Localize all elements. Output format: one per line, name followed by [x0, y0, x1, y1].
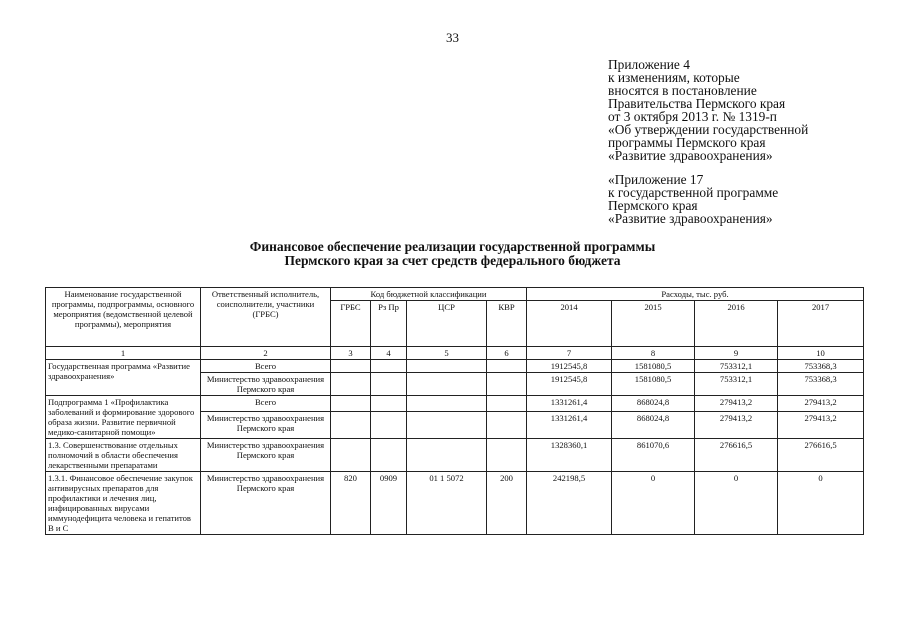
table-row — [46, 472, 864, 535]
header-budget-code: Код бюджетной классификации — [331, 288, 527, 301]
row-2014: 1328360,1 — [527, 439, 612, 472]
row-name: Подпрограмма 1 «Профилактика заболеваний и формирование здорового образа жизни. Развитие первичной медико-санитарной помощи» — [46, 396, 201, 439]
row-csr — [407, 439, 487, 472]
row-rzpr — [371, 439, 407, 472]
row-csr — [407, 360, 487, 373]
col-number: 3 — [331, 347, 371, 360]
row-2017: 0 — [778, 472, 864, 535]
financing-table — [45, 287, 864, 535]
row-2014: 1912545,8 — [527, 360, 612, 373]
header-2016: 2016 — [695, 301, 778, 347]
col-number: 7 — [527, 347, 612, 360]
appendix-line: к изменениям, которые — [608, 70, 740, 85]
appendix-line: вносятся в постановление — [608, 83, 757, 98]
row-2015: 861070,6 — [612, 439, 695, 472]
row-executor: Всего — [201, 360, 331, 373]
appendix-line: Приложение 4 — [608, 57, 690, 72]
row-2014: 1331261,4 — [527, 411, 612, 438]
title-line-1: Финансовое обеспечение реализации государственной программы — [249, 239, 656, 254]
row-2017: 279413,2 — [778, 411, 864, 438]
row-2016: 753312,1 — [695, 373, 778, 396]
row-2017: 753368,3 — [778, 360, 864, 373]
table-row — [46, 396, 864, 412]
row-2015: 868024,8 — [612, 411, 695, 438]
header-expenses: Расходы, тыс. руб. — [527, 288, 864, 301]
row-2016: 0 — [695, 472, 778, 535]
row-grbs: 820 — [331, 472, 371, 535]
row-csr — [407, 411, 487, 438]
document-title — [0, 240, 905, 268]
row-2015: 0 — [612, 472, 695, 535]
row-csr: 01 1 5072 — [407, 472, 487, 535]
row-2015: 1581080,5 — [612, 360, 695, 373]
header-2017: 2017 — [778, 301, 864, 347]
row-rzpr — [371, 396, 407, 412]
header-executor: Ответственный исполнитель, соисполнители, участники (ГРБС) — [201, 288, 331, 347]
row-2017: 753368,3 — [778, 373, 864, 396]
row-2016: 753312,1 — [695, 360, 778, 373]
row-executor: Всего — [201, 396, 331, 412]
appendix-line: «Приложение 17 — [608, 172, 704, 187]
header-csr: ЦСР — [407, 301, 487, 347]
page-number: 33 — [446, 30, 459, 45]
col-number: 5 — [407, 347, 487, 360]
row-csr — [407, 396, 487, 412]
col-number: 1 — [46, 347, 201, 360]
col-number: 4 — [371, 347, 407, 360]
col-number: 6 — [487, 347, 527, 360]
appendix-note — [608, 58, 808, 225]
row-grbs — [331, 439, 371, 472]
appendix-line: «Об утверждении государственной — [608, 122, 809, 137]
row-executor: Министерство здравоохранения Пермского края — [201, 411, 331, 438]
appendix-line: «Развитие здравоохранения» — [608, 211, 773, 226]
header-name: Наименование государственной программы, подпрограммы, основного мероприятия (ведомственной целевой программы), мероприятия — [46, 288, 201, 347]
row-executor: Министерство здравоохранения Пермского края — [201, 373, 331, 396]
row-2016: 276616,5 — [695, 439, 778, 472]
appendix-line: Правительства Пермского края — [608, 96, 786, 111]
row-2014: 1331261,4 — [527, 396, 612, 412]
row-rzpr — [371, 360, 407, 373]
row-csr — [407, 373, 487, 396]
col-number: 8 — [612, 347, 695, 360]
row-kvr — [487, 373, 527, 396]
row-name: Государственная программа «Развитие здравоохранения» — [46, 360, 201, 396]
row-2016: 279413,2 — [695, 411, 778, 438]
row-kvr — [487, 360, 527, 373]
appendix-line: к государственной программе — [608, 185, 779, 200]
header-grbs: ГРБС — [331, 301, 371, 347]
appendix-line: программы Пермского края — [608, 135, 766, 150]
row-2015: 868024,8 — [612, 396, 695, 412]
row-2017: 276616,5 — [778, 439, 864, 472]
appendix-line: Пермского края — [608, 198, 698, 213]
appendix-line: «Развитие здравоохранения» — [608, 148, 773, 163]
table-row — [46, 360, 864, 373]
header-kvr: КВР — [487, 301, 527, 347]
row-rzpr: 0909 — [371, 472, 407, 535]
header-2015: 2015 — [612, 301, 695, 347]
row-2016: 279413,2 — [695, 396, 778, 412]
row-2015: 1581080,5 — [612, 373, 695, 396]
row-grbs — [331, 411, 371, 438]
row-2017: 279413,2 — [778, 396, 864, 412]
row-rzpr — [371, 411, 407, 438]
appendix-line: от 3 октября 2013 г. № 1319-п — [608, 109, 777, 124]
row-2014: 1912545,8 — [527, 373, 612, 396]
row-executor: Министерство здравоохранения Пермского края — [201, 472, 331, 535]
row-name: 1.3.1. Финансовое обеспечение закупок антивирусных препаратов для профилактики и лечения лиц, инфицированных вирусами иммунодефицита человека и гепатитов В и С — [46, 472, 201, 535]
row-kvr — [487, 439, 527, 472]
col-number: 9 — [695, 347, 778, 360]
row-name: 1.3. Совершенствование отдельных полномочий в области обеспечения лекарственными препаратами — [46, 439, 201, 472]
row-grbs — [331, 396, 371, 412]
header-2014: 2014 — [527, 301, 612, 347]
col-number: 10 — [778, 347, 864, 360]
col-number: 2 — [201, 347, 331, 360]
table-row — [46, 439, 864, 472]
title-line-2: Пермского края за счет средств федерального бюджета — [284, 253, 621, 268]
header-rzpr: Рз Пр — [371, 301, 407, 347]
row-kvr — [487, 411, 527, 438]
header-row — [46, 288, 864, 301]
row-kvr — [487, 396, 527, 412]
row-2014: 242198,5 — [527, 472, 612, 535]
row-kvr: 200 — [487, 472, 527, 535]
row-executor: Министерство здравоохранения Пермского края — [201, 439, 331, 472]
column-number-row — [46, 347, 864, 360]
row-rzpr — [371, 373, 407, 396]
row-grbs — [331, 360, 371, 373]
row-grbs — [331, 373, 371, 396]
